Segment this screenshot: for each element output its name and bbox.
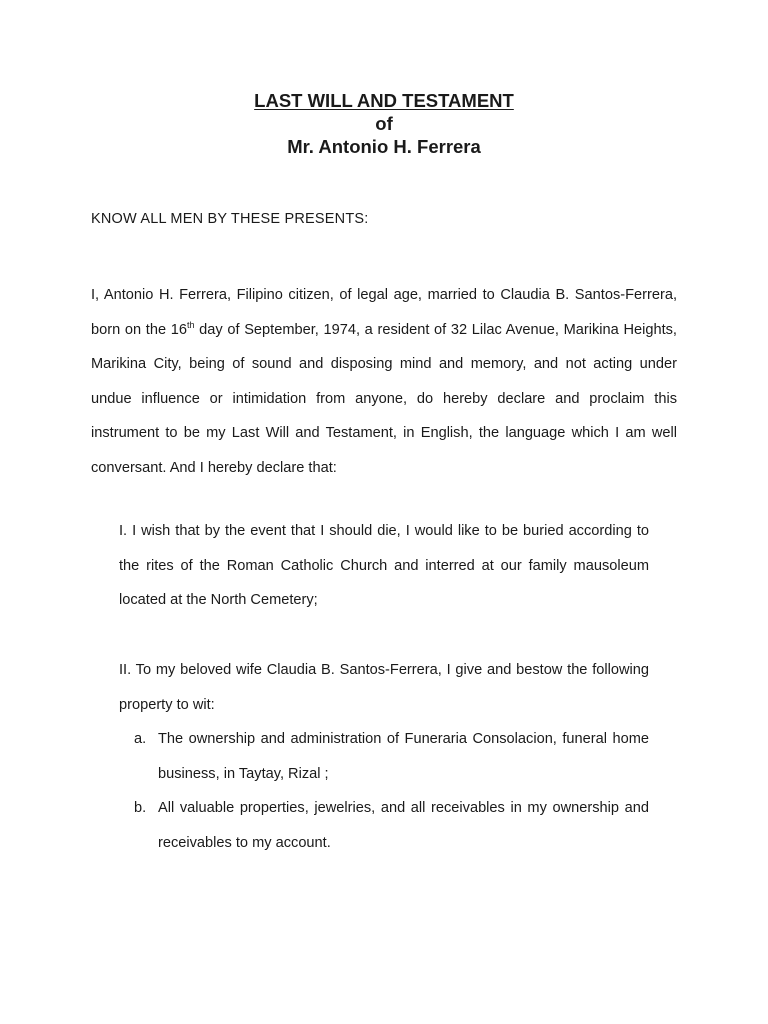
property-item-a [134, 722, 649, 791]
list-marker: a. [134, 731, 147, 747]
property-item-text: The ownership and administration of Funeraria Consolacion, funeral home business, in Taytay, Rizal ; [158, 731, 649, 782]
title-line-1: LAST WILL AND TESTAMENT [254, 90, 514, 111]
title-line-2: of [375, 113, 393, 134]
property-item-text: All valuable properties, jewelries, and all receivables in my ownership and receivables to my account. [158, 800, 649, 851]
intro-heading: KNOW ALL MEN BY THESE PRESENTS: [91, 211, 369, 227]
declaration-paragraph [91, 278, 677, 486]
declaration-text-start: I, Antonio H. Ferrera, Filipino citizen, of legal age, married to Claudia B. Santos-Ferrera, born on the 16 [91, 287, 677, 338]
list-marker: b. [134, 800, 147, 817]
property-item-b [134, 791, 649, 860]
declaration-text-end: day of September, 1974, a resident of 32 Lilac Avenue, Marikina Heights, Marikina City, being of sound and disposing mind and memory, and not acting under undue influence or intimidation from anyone, do hereby declare and proclaim this instrument to be my Last Will and Testament, in English, the language which I am well conversant. And I hereby declare that: [91, 321, 677, 476]
document-title [0, 89, 768, 158]
ordinal-suffix: th [186, 319, 195, 330]
will-item-1: I. I wish that by the event that I should die, I would like to be buried according to the rites of the Roman Catholic Church and interred at our family mausoleum located at the North Cemetery; [119, 523, 649, 609]
will-item-2: II. To my beloved wife Claudia B. Santos-Ferrera, I give and bestow the following property to wit: [119, 662, 649, 713]
title-line-3: Mr. Antonio H. Ferrera [287, 136, 481, 157]
property-list [134, 722, 649, 860]
